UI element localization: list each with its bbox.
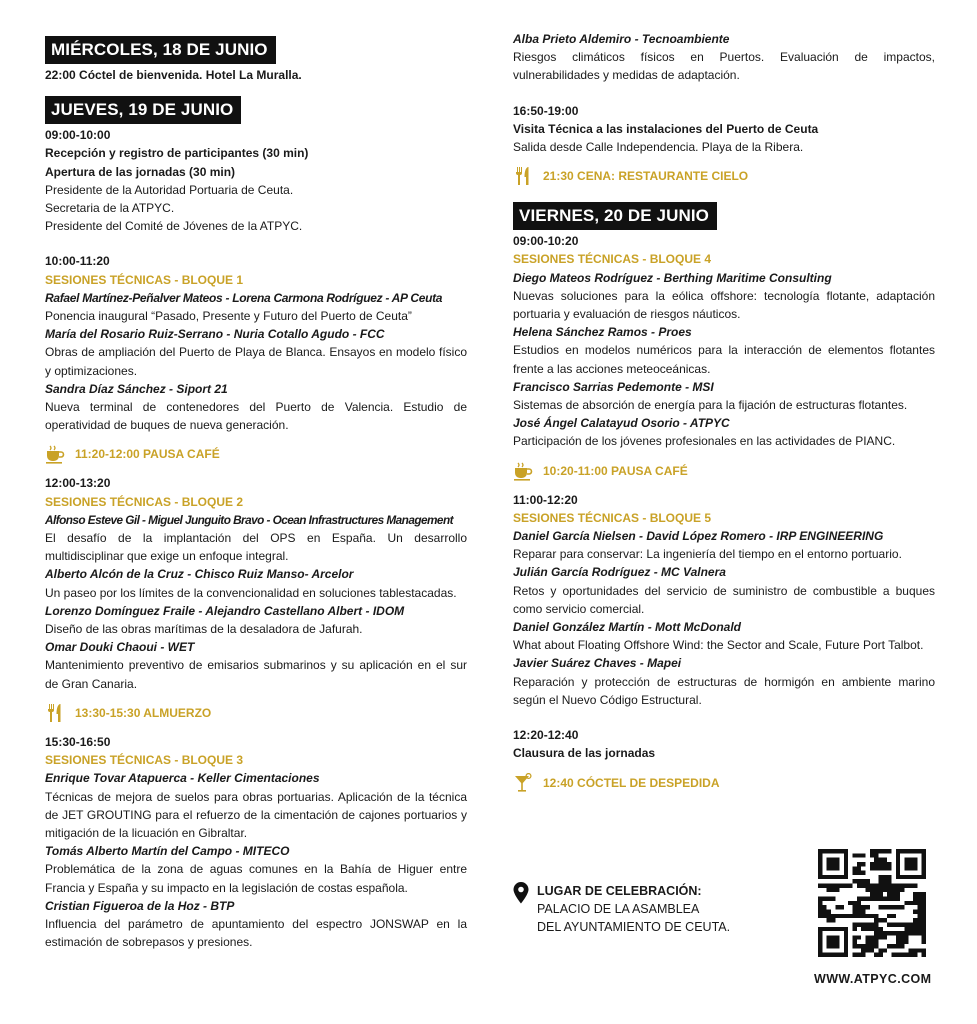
- session-time: 11:00-12:20: [513, 492, 578, 507]
- session-time: 10:00-11:20: [45, 254, 110, 269]
- session-line: Secretaria de la ATPYC.: [45, 201, 175, 216]
- talk-desc: Reparar para conservar: La ingeniería del tiempo en el entorno portuario.: [513, 547, 902, 562]
- fork-knife-icon: [513, 166, 533, 186]
- speaker: José Ángel Calatayud Osorio - ATPYC: [513, 416, 730, 431]
- location-pin-icon: [513, 882, 529, 904]
- talk-desc: What about Floating Offshore Wind: the Sector and Scale, Future Port Talbot.: [513, 638, 924, 653]
- session-time: 12:20-12:40: [513, 728, 579, 743]
- session-line: Apertura de las jornadas (30 min): [45, 164, 236, 179]
- talk-desc: Riesgos climáticos físicos en Puertos. Evaluación de impactos, vulnerabilidades y medidas de adaptación.: [513, 50, 935, 83]
- coffee-break: [513, 460, 935, 482]
- venue-label: LUGAR DE CELEBRACIÓN:: [537, 884, 702, 898]
- speaker: Alberto Alcón de la Cruz - Chisco Ruiz Manso- Arcelor: [45, 567, 354, 582]
- speaker: Sandra Díaz Sánchez - Siport 21: [45, 381, 228, 396]
- venue-line: DEL AYUNTAMIENTO DE CEUTA.: [537, 920, 731, 935]
- qr-code[interactable]: [818, 849, 926, 957]
- venue-block: [513, 882, 773, 937]
- speaker: Lorenzo Domínguez Fraile - Alejandro Castellano Albert - IDOM: [45, 603, 405, 618]
- session-time: 12:00-13:20: [45, 476, 111, 491]
- session-time: 09:00-10:20: [513, 234, 579, 249]
- speaker: Cristian Figueroa de la Hoz - BTP: [45, 898, 235, 913]
- talk-desc: Participación de los jóvenes profesionales en las actividades de PIANC.: [513, 434, 896, 449]
- talk-desc: Nueva terminal de contenedores del Puerto de Valencia. Estudio de operatividad de buques de nueva generación.: [45, 400, 467, 433]
- session-line: Presidente del Comité de Jóvenes de la ATPYC.: [45, 219, 303, 234]
- speaker: Helena Sánchez Ramos - Proes: [513, 325, 692, 340]
- speaker: Daniel González Martín - Mott McDonald: [513, 620, 742, 635]
- right-column: [513, 0, 935, 803]
- visit-title: Visita Técnica a las instalaciones del Puerto de Ceuta: [513, 121, 819, 136]
- block-title: SESIONES TÉCNICAS - BLOQUE 4: [513, 252, 712, 267]
- dinner-label: 21:30 CENA: RESTAURANTE CIELO: [543, 169, 749, 184]
- speaker: Rafael Martínez-Peñalver Mateos - Lorena Carmona Rodríguez - AP Ceuta: [45, 290, 443, 305]
- block-title: SESIONES TÉCNICAS - BLOQUE 5: [513, 510, 712, 525]
- break-label: 13:30-15:30 ALMUERZO: [75, 705, 212, 720]
- speaker: Tomás Alberto Martín del Campo - MITECO: [45, 844, 290, 859]
- talk-desc: Reparación y protección de estructuras de hormigón en ambiente marino según el Nuevo Código Estructural.: [513, 674, 935, 707]
- speaker: Francisco Sarrias Pedemonte - MSI: [513, 379, 714, 394]
- talk-desc: El desafío de la implantación del OPS en España. Un desarrollo multidisciplinar que exige un enfoque integral.: [45, 531, 467, 564]
- speaker: Diego Mateos Rodríguez - Berthing Maritime Consulting: [513, 270, 832, 285]
- dinner: [513, 165, 935, 187]
- block-title: SESIONES TÉCNICAS - BLOQUE 2: [45, 494, 244, 509]
- speaker: Daniel García Nielsen - David López Romero - IRP ENGINEERING: [513, 529, 884, 544]
- session-time: 09:00-10:00: [45, 128, 111, 143]
- talk-desc: Un paseo por los límites de la convencionalidad en soluciones tablestacadas.: [45, 585, 457, 600]
- speaker: Omar Douki Chaoui - WET: [45, 640, 195, 655]
- session-line: Presidente de la Autoridad Portuaria de Ceuta.: [45, 182, 294, 197]
- block-title: SESIONES TÉCNICAS - BLOQUE 1: [45, 272, 244, 287]
- session-time: 15:30-16:50: [45, 734, 111, 749]
- cocktail-glass-icon: [513, 773, 533, 793]
- talk-desc: Sistemas de absorción de energía para la fijación de estructuras flotantes.: [513, 398, 908, 413]
- fork-knife-icon: [45, 703, 65, 723]
- talk-desc: Técnicas de mejora de suelos para obras portuarias. Aplicación de la técnica de JET GROUTING para el refuerzo de la cimentación de cajones portuarios y mitigación de la licuación en Gibraltar.: [45, 789, 467, 840]
- talk-desc: Estudios en modelos numéricos para la interacción de elementos flotantes frente a las acciones meteoceánicas.: [513, 343, 935, 376]
- talk-desc: Mantenimiento preventivo de emisarios submarinos y su aplicación en el sur de Gran Canaria.: [45, 658, 467, 691]
- speaker: María del Rosario Ruiz-Serrano - Nuria Cotallo Agudo - FCC: [45, 327, 385, 342]
- coffee-cup-icon: [45, 444, 65, 464]
- talk-desc: Nuevas soluciones para la eólica offshore: tecnología flotante, adaptación portuaria y evaluación de riesgos náuticos.: [513, 288, 935, 322]
- website-link[interactable]: WWW.ATPYC.COM: [814, 972, 932, 986]
- venue-line: PALACIO DE LA ASAMBLEA: [537, 902, 700, 917]
- day-header-wednesday: MIÉRCOLES, 18 DE JUNIO: [45, 36, 276, 64]
- break-label: 10:20-11:00 PAUSA CAFÉ: [543, 463, 688, 478]
- speaker: Enrique Tovar Atapuerca - Keller Cimentaciones: [45, 771, 320, 786]
- talk-desc: Problemática de la zona de aguas comunes en la Bahía de Higuer entre Francia y España y su impacto en la legislación de costas española.: [45, 862, 467, 895]
- talk-desc: Diseño de las obras marítimas de la desaladora de Jafurah.: [45, 622, 363, 637]
- coffee-cup-icon: [513, 461, 533, 481]
- break-label: 11:20-12:00 PAUSA CAFÉ: [75, 447, 220, 462]
- speaker: Alfonso Esteve Gil - Miguel Junguito Bravo - Ocean Infrastructures Management: [45, 512, 453, 527]
- talk-desc: Ponencia inaugural “Pasado, Presente y Futuro del Puerto de Ceuta”: [45, 309, 412, 324]
- farewell-cocktail: [513, 772, 935, 794]
- speaker: Javier Suárez Chaves - Mapei: [513, 656, 682, 671]
- left-column: [45, 0, 467, 951]
- session-time: 16:50-19:00: [513, 103, 579, 118]
- lunch-break: [45, 702, 467, 724]
- welcome-cocktail: 22:00 Cóctel de bienvenida. Hotel La Muralla.: [45, 68, 302, 82]
- speaker: Alba Prieto Aldemiro - Tecnoambiente: [513, 32, 730, 46]
- day-header-friday: VIERNES, 20 DE JUNIO: [513, 202, 717, 230]
- closing-title: Clausura de las jornadas: [513, 746, 656, 761]
- block-title: SESIONES TÉCNICAS - BLOQUE 3: [45, 753, 244, 768]
- day-header-thursday: JUEVES, 19 DE JUNIO: [45, 96, 241, 124]
- cocktail-label: 12:40 CÓCTEL DE DESPEDIDA: [543, 775, 720, 790]
- talk-desc: Obras de ampliación del Puerto de Playa de Blanca. Ensayos en modelo físico y optimizaciones.: [45, 345, 467, 378]
- session-line: Recepción y registro de participantes (30 min): [45, 146, 309, 161]
- talk-desc: Retos y oportunidades del servicio de suministro de combustible a buques como servicio comercial.: [513, 583, 935, 616]
- visit-desc: Salida desde Calle Independencia. Playa de la Ribera.: [513, 140, 804, 155]
- talk-desc: Influencia del parámetro de apuntamiento del espectro JONSWAP en la estimación de sobrepasos y presiones.: [45, 916, 467, 950]
- speaker: Julián García Rodríguez - MC Valnera: [513, 565, 726, 580]
- coffee-break: [45, 443, 467, 465]
